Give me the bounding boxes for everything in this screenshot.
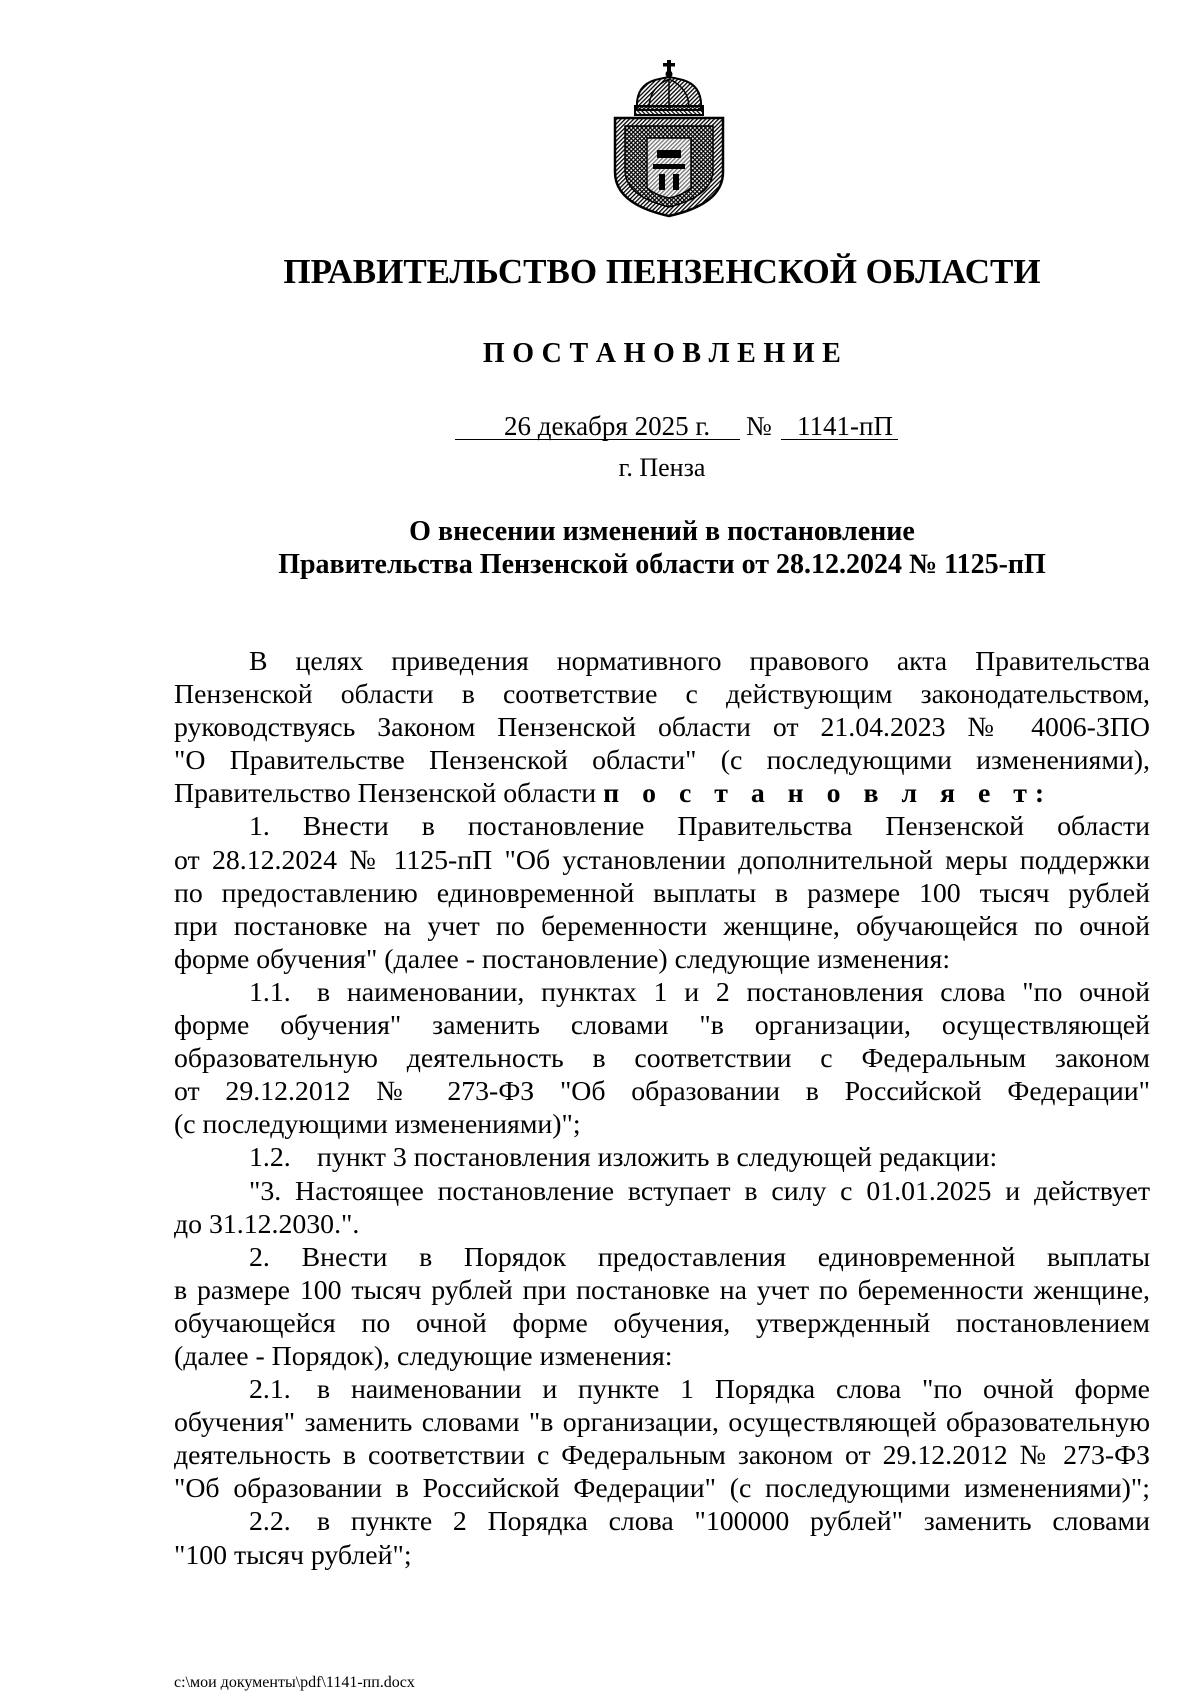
item-1-1-line [174, 976, 1150, 1009]
item-2-line: 2. Внести в Порядок предоставления единовременной выплаты [249, 1241, 1150, 1273]
city: г. Пенза [618, 453, 706, 482]
item-1-line: по предоставлению единовременной выплаты в размере 100 тысяч рублей [174, 877, 1150, 909]
item-number: 2.2. [249, 1506, 291, 1538]
org-title: ПРАВИТЕЛЬСТВО ПЕНЗЕНСКОЙ ОБЛАСТИ [283, 252, 1041, 291]
item-1-line: от 28.12.2024 № 1125-пП "Об установлении дополнительной меры поддержки [174, 844, 1150, 876]
item-2-2-line: "100 тысяч рублей"; [174, 1539, 412, 1571]
item-2-1-line [174, 1373, 1150, 1406]
document-body [174, 645, 1150, 1572]
item-1-1-line: форме обучения" заменить словами "в организации, осуществляющей [174, 1010, 1150, 1042]
document-number: 1141-пП [797, 411, 893, 441]
item-1-1-line-text: в наименовании, пунктах 1 и 2 постановления слова "по очной [317, 976, 1150, 1008]
subject-line: Правительства Пензенской области от 28.12.2024 № 1125-пП [278, 549, 1046, 580]
quote-line: до 31.12.2030.". [174, 1208, 360, 1240]
quote-line: "3. Настоящее постановление вступает в силу с 01.01.2025 и действует [249, 1175, 1150, 1207]
item-2-line: (далее - Порядок), следующие изменения: [174, 1340, 673, 1372]
item-1-1-line: от 29.12.2012 № 273-ФЗ "Об образовании в Российской Федерации" [174, 1076, 1150, 1108]
intro-line-text: Правительство Пензенской области [174, 778, 597, 810]
item-number: 1.2. [249, 1142, 291, 1174]
footer-file-path: c:\мои документы\pdf\1141-пп.docx [174, 1674, 415, 1691]
item-1-1-line: образовательную деятельность в соответствии с Федеральным законом [174, 1043, 1150, 1075]
item-2-1-line: обучения" заменить словами "в организации, осуществляющей образовательную [174, 1407, 1150, 1439]
intro-line: Пензенской области в соответствие с действующим законодательством, [174, 679, 1150, 711]
item-number: 1.1. [249, 976, 291, 1008]
subject-line: О внесении изменений в постановление [409, 516, 915, 547]
intro-line: "О Правительстве Пензенской области" (с последующими изменениями), [174, 745, 1150, 777]
item-number: 2.1. [249, 1374, 291, 1406]
document-date: 26 декабря 2025 г. [504, 411, 711, 441]
intro-line [174, 777, 1150, 810]
item-2-1-line-text: в наименовании и пункте 1 Порядка слова "по очной форме [317, 1374, 1150, 1406]
item-2-1-line: "Об образовании в Российской Федерации" (с последующими изменениями)"; [174, 1473, 1150, 1505]
item-1-line: 1. Внести в постановление Правительства Пензенской области [249, 811, 1150, 843]
intro-line: руководствуясь Законом Пензенской области от 21.04.2023 № 4006-ЗПО [174, 712, 1150, 744]
item-2-2-line-text: в пункте 2 Порядка слова "100000 рублей" заменить словами [317, 1506, 1150, 1538]
item-1-1-line: (с последующими изменениями)"; [174, 1109, 581, 1141]
item-1-line: форме обучения" (далее - постановление) следующие изменения: [174, 943, 951, 975]
item-1-line: при постановке на учет по беременности женщине, обучающейся по очной [174, 910, 1150, 942]
item-1-2-line [174, 1141, 1150, 1174]
document-type: П О С Т А Н О В Л Е Н И Е [482, 338, 842, 369]
item-2-1-line: деятельность в соответствии с Федеральным законом от 29.12.2012 № 273-ФЗ [174, 1440, 1150, 1472]
item-2-2-line [174, 1505, 1150, 1538]
intro-line: В целях приведения нормативного правового акта Правительства [249, 646, 1150, 677]
resolves-keyword: п о с т а н о в л я е т: [603, 778, 1053, 810]
coat-of-arms-emblem [607, 60, 731, 218]
document-subject [174, 515, 1150, 581]
item-1-2-line-text: пункт 3 постановления изложить в следующей редакции: [317, 1142, 998, 1174]
item-2-line: в размере 100 тысяч рублей при постановке на учет по беременности женщине, [174, 1274, 1150, 1306]
item-2-line: обучающейся по очной форме обучения, утвержденный постановлением [174, 1307, 1150, 1339]
number-sign: № [746, 411, 772, 441]
